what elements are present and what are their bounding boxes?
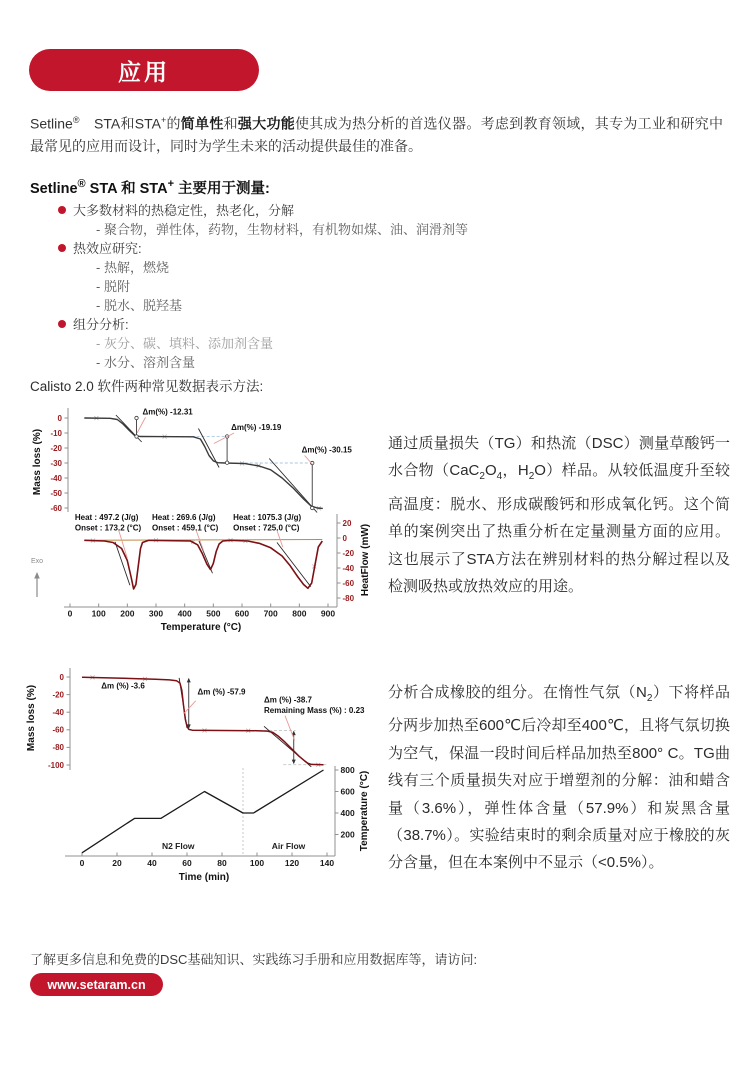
onset-label: Onset : 459.1 (°C)	[151, 523, 219, 533]
mass-axis-label: Mass loss (%)	[32, 428, 43, 496]
time-axis-tick: 40	[147, 858, 157, 868]
mass-step-annotation: Δm(%) -12.31	[142, 407, 193, 417]
heatflow-axis-tick: -40	[342, 563, 355, 573]
dsc-curve	[84, 540, 322, 589]
temperature-axis-tick: 200	[340, 829, 355, 840]
temperature-axis-tick: 200	[120, 608, 135, 619]
mass-axis-tick: -60	[52, 725, 64, 735]
mass-axis-tick: -10	[50, 428, 62, 438]
temperature-axis-tick: 400	[177, 608, 192, 619]
mass-step-annotation: Δm (%) -3.6	[101, 681, 145, 691]
bullet-icon	[58, 244, 66, 252]
mass-axis-tick: -80	[52, 743, 64, 753]
mass-axis-tick: 0	[57, 413, 62, 423]
temperature-axis-tick: 100	[91, 608, 106, 619]
temperature-axis-label: Temperature (°C)	[359, 770, 370, 852]
temperature-axis-tick: 800	[340, 764, 355, 775]
list-subitem: - 热解，燃烧	[96, 258, 710, 277]
temperature-axis-tick: 300	[148, 608, 164, 619]
list-item-label: 组分分析:	[73, 317, 129, 332]
list-subitem: - 聚合物，弹性体，药物，生物材料，有机物如煤、油、润滑剂等	[96, 220, 710, 239]
chart1-description: 通过质量损失（TG）和热流（DSC）测量草酸钙一水合物（$CaC_2O_4$，$H_2O$）样品。从较低温度升至较高温度：脱水、形成碳酸钙和形成氧化钙。这个简单的案例突出了热重分析在定量测量方面的应用。这也展示了STA方法在辨别材料的热分解过程以及检测吸热或放热效应的用途。	[388, 435, 730, 596]
list-heading: Setline® STA 和 STA+ 主要用于测量:	[30, 178, 270, 197]
time-axis-tick: 140	[319, 858, 335, 868]
temperature-axis-tick: 400	[340, 807, 355, 818]
intro-paragraph: Setline® STA和STA+的简单性和强大功能使其成为热分析的首选仪器。考虑到教育领域，其专为工业和研究中最常见的应用而设计，同时为学生未来的活动提供最佳的准备。	[30, 115, 724, 155]
registered-mark: ®	[72, 115, 80, 125]
list-subitem: - 灰分、碳、填料、添加剂含量	[96, 334, 710, 353]
mass-axis-tick: -40	[52, 708, 64, 717]
application-badge	[29, 49, 259, 91]
time-axis-tick: 100	[249, 858, 265, 868]
plus-superscript: +	[160, 115, 167, 125]
tg-dsc-chart	[30, 400, 380, 635]
bullet-icon	[58, 206, 66, 214]
mass-step-annotation: Δm (%) -38.7	[264, 695, 312, 705]
temperature-axis-tick: 600	[340, 786, 355, 797]
mass-axis-tick: -60	[50, 503, 62, 513]
calisto-caption: Calisto 2.0 软件两种常见数据表示方法:	[30, 379, 264, 394]
temperature-axis-tick: 500	[206, 608, 221, 619]
bullet-icon	[58, 320, 66, 328]
heatflow-axis-tick: 0	[342, 533, 347, 543]
mass-step-annotation: Δm (%) -57.9	[197, 687, 246, 697]
heatflow-axis-label: HeatFlow (mW)	[360, 523, 371, 597]
mass-axis-label: Mass loss (%)	[26, 684, 37, 752]
rubber-tg-chart	[20, 658, 380, 888]
time-axis-label: Time (min)	[178, 872, 230, 883]
list-item-label: 热效应研究:	[73, 241, 142, 256]
heat-label: Heat : 269.6 (J/g)	[151, 513, 216, 522]
temperature-axis-tick: 800	[292, 608, 307, 619]
time-axis-tick: 80	[217, 858, 227, 868]
onset-label: Onset : 173.2 (°C)	[74, 523, 142, 533]
heat-label: Heat : 497.2 (J/g)	[74, 513, 139, 522]
application-badge-label: 应用	[118, 58, 170, 85]
footer-prompt: 了解更多信息和免费的DSC基础知识、实践练习手册和应用数据库等，请访问:	[30, 952, 478, 967]
temperature-axis-tick: 600	[234, 608, 250, 619]
mass-axis-tick: -20	[50, 443, 62, 453]
list-subitem: - 水分、溶剂含量	[96, 353, 710, 372]
list-item	[30, 239, 710, 258]
heat-label: Heat : 1075.3 (J/g)	[233, 513, 302, 522]
list-item-label: 大多数材料的热稳定性，热老化，分解	[73, 203, 295, 218]
time-axis-tick: 60	[182, 858, 192, 868]
heatflow-axis-tick: -20	[342, 548, 355, 558]
gas-zone-label: N2 Flow	[161, 841, 195, 851]
mass-axis-tick: -40	[50, 473, 62, 483]
time-axis-tick: 20	[112, 858, 122, 868]
list-item	[30, 201, 710, 220]
temperature-axis-tick: 900	[320, 608, 336, 619]
exo-arrow-icon	[34, 572, 40, 579]
mass-axis-tick: -20	[52, 690, 64, 700]
list-subitem: - 脱水、脱羟基	[96, 296, 710, 315]
onset-label: Onset : 725.0 (°C)	[233, 523, 300, 533]
feature-list	[30, 201, 710, 372]
plus-superscript: +	[167, 178, 174, 191]
temperature-axis-tick: 700	[263, 608, 278, 619]
time-axis-tick: 0	[79, 858, 85, 868]
mass-axis-tick: 0	[59, 672, 64, 682]
mass-step-annotation: Δm(%) -19.19	[231, 423, 282, 432]
mass-axis-tick: -50	[50, 488, 62, 498]
mass-step-annotation: Δm(%) -30.15	[301, 445, 352, 455]
temperature-axis-label: Temperature (°C)	[160, 622, 242, 633]
website-link[interactable]: www.setaram.cn	[47, 977, 146, 992]
chart2-description: 分析合成橡胶的组分。在惰性气氛$(N_2)$下将样品分两步加热至600℃后冷却至400℃，且将气氛切换为空气，保温一段时间后样品加热至800° C。TG曲线有三个质量损失对应于增塑剂的分解：油和蜡含量（3.6%），弹性体含量（57.9%）和炭黑含量（38.7%）。实验结束时的剩余质量对应于橡胶的灰分含量，但在本案例中不显示（<0.5%）。	[388, 684, 730, 872]
exo-label: Exo	[31, 558, 44, 565]
website-pill[interactable]	[30, 973, 163, 996]
mass-axis-tick: -100	[47, 760, 64, 770]
list-subitem: - 脱附	[96, 277, 710, 296]
heatflow-axis-tick: -80	[342, 593, 355, 603]
registered-mark: ®	[77, 178, 86, 191]
gas-zone-label: Air Flow	[271, 841, 306, 851]
mass-axis-tick: -30	[50, 458, 62, 468]
remaining-mass-annotation: Remaining Mass (%) : 0.23	[264, 706, 365, 716]
heatflow-axis-tick: -60	[342, 578, 355, 588]
heatflow-axis-tick: 20	[342, 518, 352, 528]
temperature-axis-tick: 0	[67, 608, 73, 619]
list-item	[30, 315, 710, 334]
time-axis-tick: 120	[284, 858, 300, 868]
